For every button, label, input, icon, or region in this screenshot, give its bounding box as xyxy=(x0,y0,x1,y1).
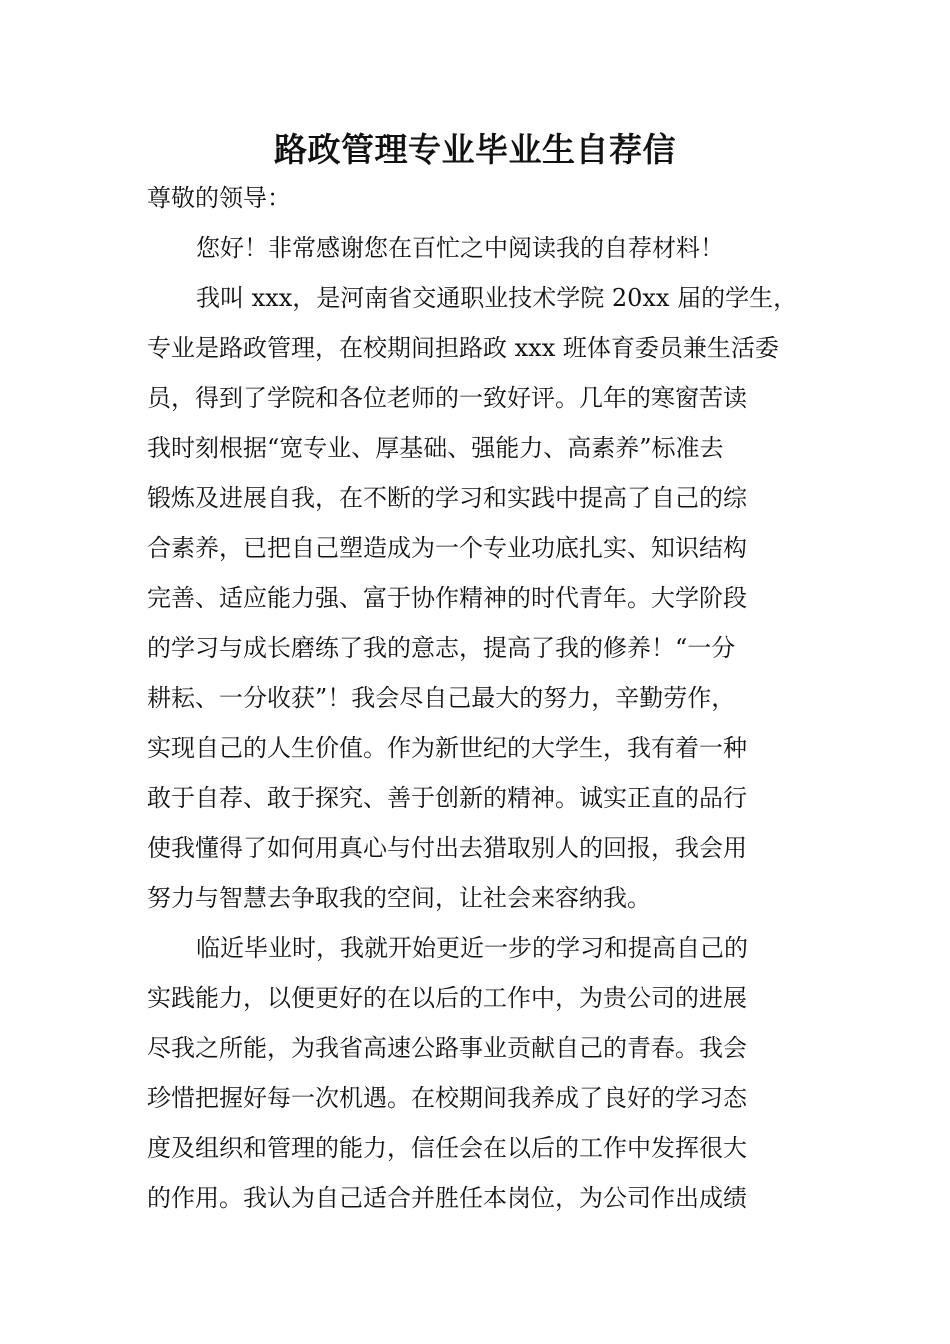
text-line: 临近毕业时，我就开始更近一步的学习和提高自己的 xyxy=(196,934,748,962)
text-line: 耕耘、一分收获”！我会尽自己最大的努力，辛勤劳作， xyxy=(147,684,736,712)
text-line: 我叫 xxx，是河南省交通职业技术学院 20xx 届的学生， xyxy=(196,284,798,312)
text-line: 员，得到了学院和各位老师的一致好评。几年的寒窗苦读 xyxy=(147,384,747,412)
text-line: 努力与智慧去争取我的空间，让社会来容纳我。 xyxy=(147,884,651,912)
text-line: 专业是路政管理，在校期间担路政 xxx 班体育委员兼生活委 xyxy=(147,334,779,362)
salutation: 尊敬的领导： xyxy=(147,184,291,212)
text-line: 实现自己的人生价值。作为新世纪的大学生，我有着一种 xyxy=(147,734,747,762)
text-line: 度及组织和管理的能力，信任会在以后的工作中发挥很大 xyxy=(147,1134,747,1162)
text-line: 完善、适应能力强、富于协作精神的时代青年。大学阶段 xyxy=(147,584,747,612)
document-title: 路政管理专业毕业生自荐信 xyxy=(274,130,676,169)
text-line: 我时刻根据“宽专业、厚基础、强能力、高素养”标准去 xyxy=(147,434,724,462)
text-line: 的学习与成长磨练了我的意志，提高了我的修养！“一分 xyxy=(147,634,736,662)
text-line: 您好！非常感谢您在百忙之中阅读我的自荐材料！ xyxy=(196,234,724,262)
text-line: 珍惜把握好每一次机遇。在校期间我养成了良好的学习态 xyxy=(147,1084,747,1112)
text-line: 锻炼及进展自我，在不断的学习和实践中提高了自己的综 xyxy=(147,484,747,512)
text-line: 的作用。我认为自己适合并胜任本岗位，为公司作出成绩 xyxy=(147,1184,747,1212)
text-line: 使我懂得了如何用真心与付出去猎取别人的回报，我会用 xyxy=(147,834,747,862)
text-line: 实践能力，以便更好的在以后的工作中，为贵公司的进展 xyxy=(147,984,747,1012)
text-line: 敢于自荐、敢于探究、善于创新的精神。诚实正直的品行 xyxy=(147,784,747,812)
text-line: 合素养，已把自己塑造成为一个专业功底扎实、知识结构 xyxy=(147,534,747,562)
text-line: 尽我之所能，为我省高速公路事业贡献自己的青春。我会 xyxy=(147,1034,747,1062)
